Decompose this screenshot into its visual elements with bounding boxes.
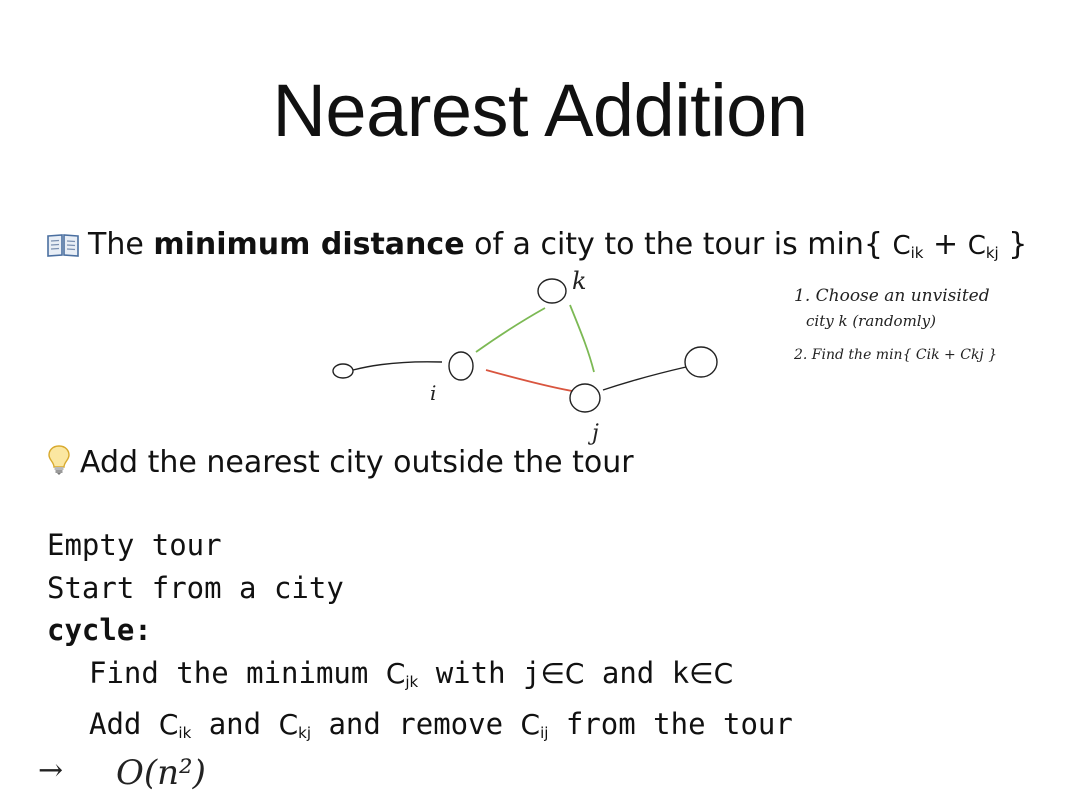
label-i: i [430,381,437,405]
code-line-5: Add $C_{ik}$ and $C_{kj}$ and remove $C_{ij}$ from the tour [89,707,793,742]
edge-left-i [353,362,442,370]
edge-i-k-green [476,308,545,352]
code-line-1: Empty tour [47,528,222,562]
arrow-icon: → [38,753,64,788]
bullet1-prefix: The [88,227,154,262]
node-right [685,347,717,377]
idea-bullet [46,444,634,484]
code-line-2: Start from a city [47,570,344,605]
bullet1-middle: of a city to the tour is min{ [464,227,893,262]
node-i [449,352,473,380]
pseudocode-block [47,524,793,755]
edge-i-j-red [486,370,572,391]
label-k: k [572,267,587,295]
code-line-3: cycle: [47,613,152,647]
node-j [570,384,600,412]
note-line-2: city k (randomly) [806,312,936,330]
node-left [333,364,353,378]
lightbulb-icon [46,444,72,484]
code-line-4: Find the minimum $C_{jk}$ with j∈C and k∈C [89,655,734,691]
note-line-3: 2. Find the min{ Cik + Ckj } [794,347,998,363]
label-j: j [592,421,599,446]
node-k [538,279,566,303]
note-line-1: 1. Choose an unvisited [794,286,990,306]
bullet1-plus: + [923,227,968,262]
bullet1-bold: minimum distance [153,227,465,262]
edge-j-right [603,367,686,390]
slide-title: Nearest Addition [272,69,808,152]
bullet2-text: Add the nearest city outside the tour [80,445,634,480]
var-c-ik: $C_{ik}$ [892,231,924,262]
complexity-text: O(n²) [116,753,206,793]
bullet1-suffix: } [998,227,1028,262]
edge-k-j-green [570,305,594,372]
var-c-kj: $C_{kj}$ [967,231,999,262]
